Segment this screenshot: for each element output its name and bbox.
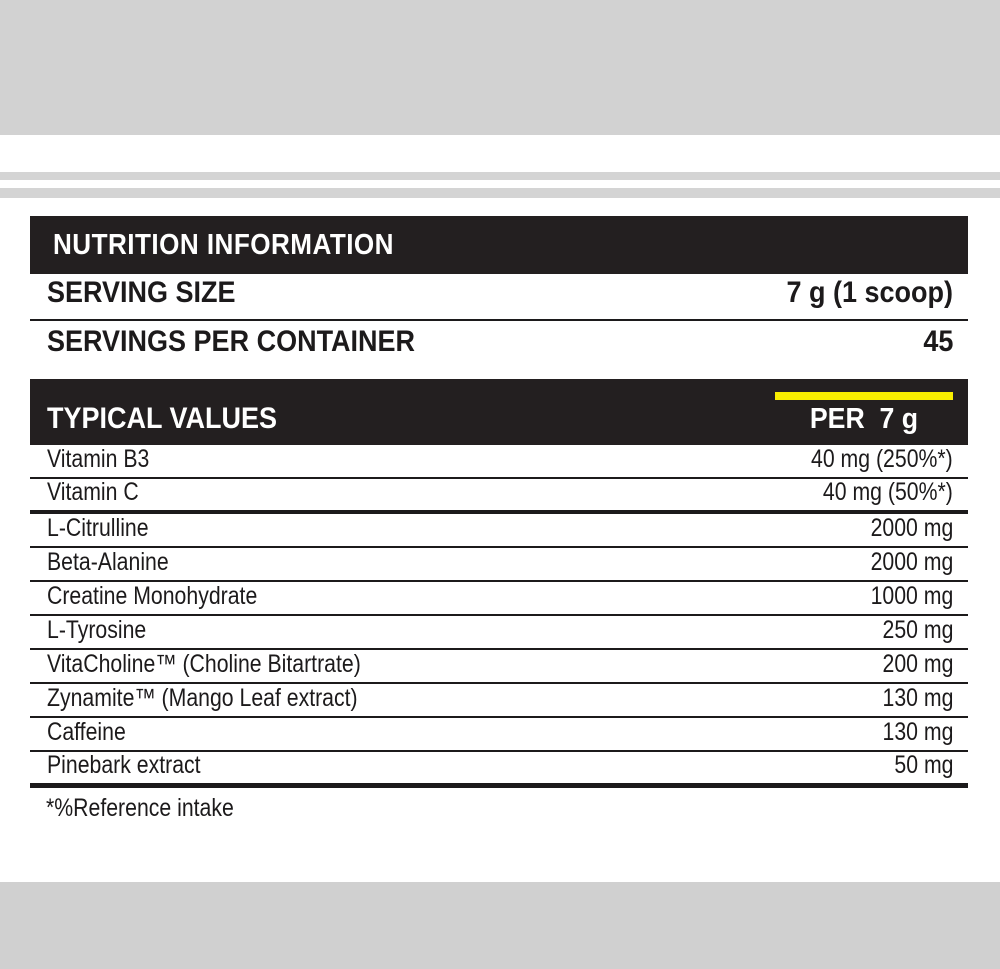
ingredient-amount: 250 mg: [882, 616, 953, 644]
footnote-row: [30, 788, 968, 828]
ingredient-name: Caffeine: [47, 718, 126, 746]
table-row: [30, 616, 968, 650]
divider-gap: [30, 368, 968, 379]
servings-per-container-row: [30, 321, 968, 368]
nutrition-panel: [30, 216, 968, 828]
serving-size-row: [30, 274, 968, 321]
ingredient-amount: 130 mg: [882, 684, 953, 712]
ingredient-name: Pinebark extract: [47, 751, 201, 779]
yellow-highlight-rule: [775, 392, 953, 400]
ingredient-amount: 2000 mg: [870, 548, 953, 576]
ingredient-amount: 50 mg: [893, 751, 953, 779]
top-gray-band: [0, 0, 1000, 135]
ingredient-name: Zynamite™ (Mango Leaf extract): [47, 684, 358, 712]
table-row: [30, 718, 968, 752]
ingredient-amount: 130 mg: [882, 718, 953, 746]
ingredient-name: Vitamin B3: [47, 445, 150, 473]
ingredient-name: L-Citrulline: [47, 514, 149, 542]
table-row: [30, 752, 968, 788]
ingredient-name: Vitamin C: [47, 478, 139, 506]
typical-values-label: TYPICAL VALUES: [47, 402, 278, 435]
nutrition-information-title: NUTRITION INFORMATION: [53, 228, 394, 261]
ingredient-amount: 40 mg (50%*): [823, 478, 953, 506]
reference-intake-footnote: *%Reference intake: [46, 794, 234, 822]
typical-values-header-bar: [30, 379, 968, 445]
table-row: [30, 684, 968, 718]
table-row: [30, 650, 968, 684]
ingredient-amount: 1000 mg: [870, 582, 953, 610]
ingredient-name: Beta-Alanine: [47, 548, 169, 576]
gray-stripe-upper: [0, 172, 1000, 180]
ingredient-name: Creatine Monohydrate: [47, 582, 258, 610]
table-row: [30, 548, 968, 582]
bottom-gray-band: [0, 882, 1000, 969]
table-row: [30, 445, 968, 479]
ingredient-amount: 200 mg: [882, 650, 953, 678]
servings-per-container-label: SERVINGS PER CONTAINER: [47, 325, 416, 358]
ingredient-amount: 40 mg (250%*): [811, 445, 953, 473]
serving-size-label: SERVING SIZE: [47, 276, 236, 309]
table-row: [30, 582, 968, 616]
ingredients-table: [30, 445, 968, 788]
per-serving-column-header: PER 7 g: [809, 403, 919, 435]
table-row: [30, 514, 968, 548]
gray-stripe-lower: [0, 188, 1000, 198]
ingredient-name: L-Tyrosine: [47, 616, 147, 644]
ingredient-name: VitaCholine™ (Choline Bitartrate): [47, 650, 361, 678]
table-row: [30, 479, 968, 514]
serving-size-value: 7 g (1 scoop): [786, 276, 953, 309]
servings-per-container-value: 45: [922, 325, 953, 358]
nutrition-information-header-bar: [30, 216, 968, 274]
ingredient-amount: 2000 mg: [870, 514, 953, 542]
